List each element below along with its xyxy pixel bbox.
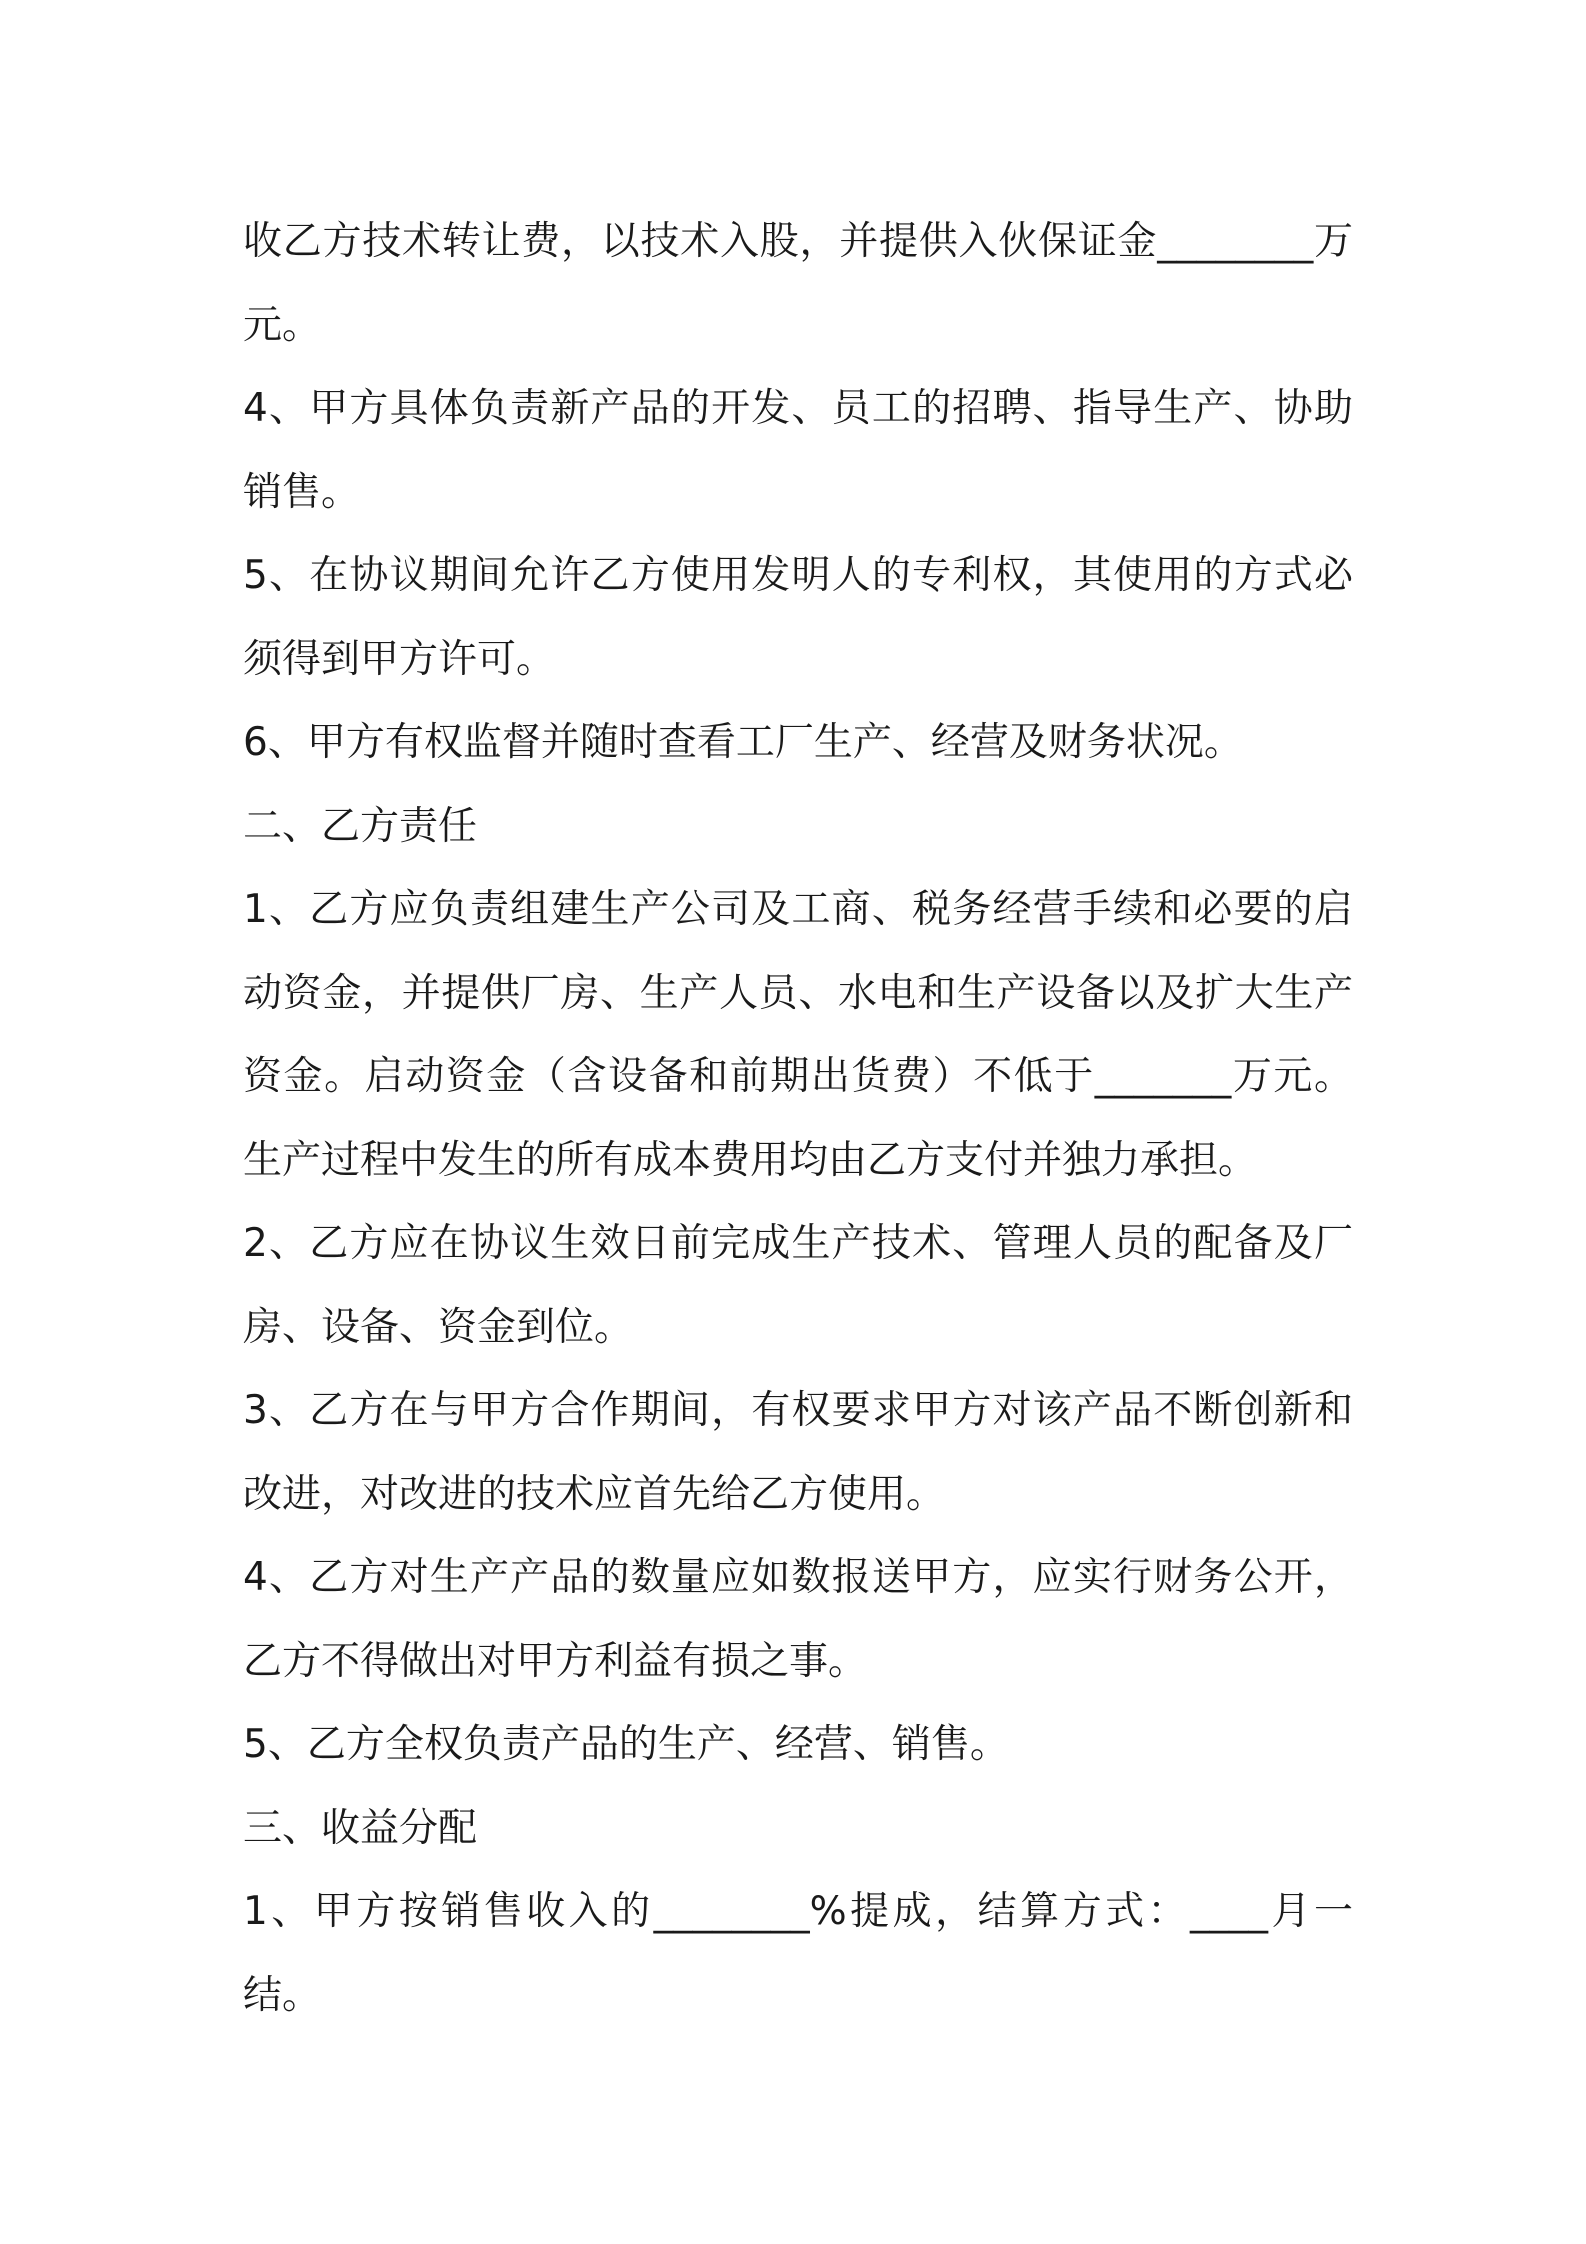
section-heading-party-b: 二、乙方责任 [243,803,478,849]
paragraph-party-b-item-2: 2、乙方应在协议生效日前完成生产技术、管理人员的配备及厂房、设备、资金到位。 [243,1221,1353,1350]
paragraph-party-a-item-5: 5、在协议期间允许乙方使用发明人的专利权，其使用的方式必须得到甲方许可。 [243,553,1353,682]
paragraph-revenue-item-1: 1、甲方按销售收入的________%提成，结算方式：____月一结。 [243,1889,1353,2018]
paragraph-party-a-item-4: 4、甲方具体负责新产品的开发、员工的招聘、指导生产、协助销售。 [243,386,1353,515]
paragraph-party-a-item-6: 6、甲方有权监督并随时查看工厂生产、经营及财务状况。 [243,720,1243,765]
paragraph-transfer-fee: 收乙方技术转让费，以技术入股，并提供入伙保证金________万元。 [243,219,1353,348]
paragraph-party-b-item-3: 3、乙方在与甲方合作期间，有权要求甲方对该产品不断创新和改进，对改进的技术应首先给乙方使用。 [243,1388,1353,1517]
document-body [243,200,1353,2037]
paragraph-party-b-item-1: 1、乙方应负责组建生产公司及工商、税务经营手续和必要的启动资金，并提供厂房、生产人员、水电和生产设备以及扩大生产资金。启动资金（含设备和前期出货费）不低于_______万元。生产过程中发生的所有成本费用均由乙方支付并独力承担。 [243,887,1353,1183]
paragraph-party-b-item-4: 4、乙方对生产产品的数量应如数报送甲方，应实行财务公开，乙方不得做出对甲方利益有损之事。 [243,1555,1353,1684]
paragraph-party-b-item-5: 5、乙方全权负责产品的生产、经营、销售。 [243,1722,1009,1767]
section-heading-revenue: 三、收益分配 [243,1805,478,1851]
